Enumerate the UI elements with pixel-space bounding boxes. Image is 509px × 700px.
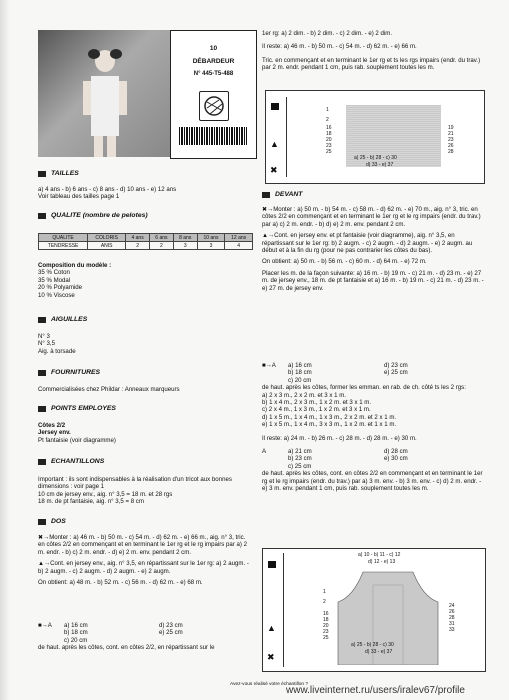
section-dos — [38, 518, 66, 525]
cross-icon: ✖ — [270, 165, 278, 175]
list-item: Pt fantaisie (voir diagramme) — [38, 436, 116, 444]
measure-number: 28 — [448, 149, 454, 155]
measure-item: b) 18 cm — [64, 629, 88, 637]
measure-number: 28 — [449, 615, 455, 621]
composition-item: 35 % Modal — [38, 276, 71, 284]
section-title: AIGUILLES — [51, 316, 88, 323]
measure-number: 18 — [326, 131, 332, 137]
pattern-number: 10 — [209, 45, 218, 52]
table-header-cell: QUALITE — [39, 234, 88, 242]
diagram-mark: 1 — [326, 107, 329, 113]
list-item: Aig. à torsade — [38, 347, 76, 355]
triangle-icon: ▲ — [270, 139, 279, 149]
measure-item: e) 30 cm — [384, 455, 408, 463]
devant-left-measures — [323, 611, 329, 641]
devant-bottom-measure: a) 25 - b) 28 - c) 30 — [351, 642, 394, 648]
measure-item: d) 28 cm — [384, 448, 408, 456]
list-item: N° 3,5 — [38, 340, 56, 348]
measure-number: 16 — [323, 611, 329, 617]
section-title: DOS — [51, 518, 66, 525]
list-item: e) 1 x 5 m., 1 x 4 m., 3 x 3 m., 1 x 2 m. et 1 x 1 m. — [262, 421, 397, 429]
measure-item: a) 21 cm — [288, 448, 312, 456]
tailles-note: Voir tableau des tailles page 1 — [38, 193, 120, 201]
dos-left-measures — [326, 125, 332, 155]
bullet-square-icon — [38, 370, 46, 376]
list-item: Jersey env. — [38, 429, 71, 437]
devant-paragraph: ▲→Cont. en jersey env. et pt fantaisie (voir diagramme), aig. n° 3,5, en répartissant sur le 1er rg: b) 2 augm. - c) 2 augm. - d) 2 augm. - e) 2 augm. au début et à la fin du rg (pour ne pas contrarier les côtes du bas). — [262, 232, 473, 255]
devant-paragraph: Il reste: a) 24 m. - b) 26 m. - c) 28 m. - d) 28 m. - e) 30 m. — [262, 434, 417, 442]
measure-number: 20 — [326, 137, 332, 143]
dos-paragraph: de haut. après les côtes, cont. en côtes 2/2, en répartissant sur le — [38, 644, 215, 652]
table-cell: TENDRESSE — [39, 242, 88, 250]
model-photo — [38, 30, 170, 157]
page-shadow — [0, 0, 10, 700]
pattern-info-box — [170, 30, 257, 159]
tailles-sizes: a) 4 ans - b) 6 ans - c) 8 ans - d) 10 ans - e) 12 ans — [38, 186, 177, 193]
fournitures-text: Commercialisées chez Phildar : Anneaux marqueurs — [38, 386, 180, 393]
diagram-mark: 2 — [326, 117, 329, 123]
paragraph: Tric. en commençant et en terminant le 1er rg et ts les rgs impairs (endr. du trav.) par 2 m. endr. pendant 1 cm, puis rab. souplement toutes les m. — [262, 56, 481, 72]
composition-title: Composition du modèle : — [38, 262, 112, 269]
composition-item: 20 % Polyamide — [38, 284, 83, 292]
echantillons-text — [38, 476, 253, 506]
aiguilles-list — [38, 333, 253, 355]
right-top-text — [262, 30, 484, 72]
devant-text — [262, 206, 484, 292]
table-cell: 3 — [173, 242, 197, 250]
list-item: d) 1 x 5 m., 1 x 4 m., 1 x 3 m., 2 x 2 m. et 2 x 1 m. — [262, 413, 397, 421]
stitch-square-icon — [271, 103, 279, 110]
section-title: POINTS EMPLOYES — [51, 405, 116, 412]
triangle-icon: ▲ — [267, 623, 276, 633]
table-header-cell: 4 ans — [126, 234, 150, 242]
tailles-text — [38, 186, 253, 201]
section-title: ECHANTILLONS — [51, 458, 105, 465]
measure-item: e) 25 cm — [159, 629, 183, 637]
watermark-url[interactable]: www.liveinternet.ru/users/iralev67/profile — [286, 685, 465, 696]
measure-item: a) 16 cm — [64, 622, 88, 629]
bullet-square-icon — [38, 459, 46, 465]
measure-number: 26 — [448, 143, 454, 149]
bullet-square-icon — [262, 192, 270, 198]
composition-item: 10 % Viscose — [38, 291, 75, 299]
table-row — [39, 242, 253, 250]
section-title: QUALITE (nombre de pelotes) — [51, 212, 148, 219]
devant-diagram — [262, 548, 486, 672]
measure-item: d) 23 cm — [384, 362, 408, 369]
dos-paragraph: On obtient: a) 48 m. - b) 52 m. - c) 56 m. - d) 62 m. - e) 68 m. — [38, 579, 203, 587]
devant-right-measures — [449, 603, 455, 633]
table-header-cell: 6 ans — [150, 234, 174, 242]
section-title: TAILLES — [51, 170, 79, 177]
measure-item: d) 23 cm — [159, 622, 183, 629]
devant-paragraph: ✖→Monter : a) 50 m. - b) 54 m. - c) 58 m. - d) 62 m. - e) 70 m., aig. n° 3, tric. en côtes 2/2 en commençant et en terminant le 1er rg et le rg impairs (endr. du trav.) par a) c) 2 m. endr. - b) d) e) 2 m. env. pendant 2 cm. — [262, 206, 481, 228]
marker-label: ■→A — [262, 362, 276, 369]
quality-table — [38, 233, 253, 250]
measure-number: 21 — [448, 131, 454, 137]
measure-number: 23 — [326, 143, 332, 149]
marker-label: ■→A — [38, 622, 52, 629]
measure-number: 31 — [449, 621, 455, 627]
echantillons-fantaisie: 18 m. de pt fantaisie, aig. n° 3,5 = 8 cm — [38, 498, 144, 506]
section-title: FOURNITURES — [51, 369, 101, 376]
diagram-mark: 1 — [323, 589, 326, 595]
dos-right-measures — [448, 125, 454, 155]
measure-number: 20 — [323, 623, 329, 629]
devant-top-measure: a) 10 - b) 11 - c) 12 — [358, 552, 401, 558]
bullet-square-icon — [38, 519, 46, 525]
measure-item: a) 16 cm — [288, 362, 312, 369]
dos-measures — [38, 622, 253, 652]
diagram-legend-column — [263, 553, 284, 667]
page-footer: Avez-vous réalisé votre échantillon ? — [230, 682, 309, 687]
dos-diagram — [265, 90, 485, 184]
bullet-square-icon — [38, 213, 46, 219]
devant-top-measure: d) 12 - e) 13 — [368, 559, 396, 565]
table-cell: 2 — [126, 242, 150, 250]
measure-item: e) 25 cm — [384, 369, 408, 377]
measure-number: 16 — [326, 125, 332, 131]
table-cell: ANIS — [88, 242, 126, 250]
list-item: N° 3 — [38, 333, 50, 340]
measure-number: 24 — [449, 603, 455, 609]
cross-icon: ✖ — [267, 652, 275, 662]
measure-number: 23 — [323, 629, 329, 635]
marker-label: A — [262, 448, 267, 456]
points-list — [38, 422, 253, 444]
measure-number: 25 — [323, 635, 329, 641]
devant-paragraph: Placer les m. de la façon suivante: a) 16 m. - b) 19 m. - c) 21 m. - d) 23 m. - e) 27 m. de jersey env., 18 m. de pt fantaisie et a) 16 m. - b) 19 m. - c) 21 m. - d) 23 m. - e) 27 m. de jersey env. — [262, 269, 484, 292]
section-echantillons — [38, 458, 104, 465]
section-qualite — [38, 212, 148, 219]
girl-figure-image — [78, 48, 133, 157]
measure-number: 26 — [449, 609, 455, 615]
dos-paragraph: ▲→Cont. en jersey env., aig. n° 3,5, en répartissant sur le 1er rg: a) 2 augm. - b) 2 augm. - c) 2 augm. - d) 2 augm. - e) 2 augm. — [38, 560, 249, 575]
section-devant — [262, 191, 302, 198]
dos-bottom-measure: a) 25 - b) 28 - c) 30 — [354, 155, 397, 161]
devant-paragraph: de haut. après les côtes, former les emman. en rab. de ch. côté ts les 2 rgs: — [262, 384, 466, 392]
section-tailles — [38, 170, 79, 177]
list-item: Côtes 2/2 — [38, 422, 66, 429]
table-header-cell: 12 ans — [225, 234, 253, 242]
measure-number: 18 — [323, 617, 329, 623]
measure-item: c) 25 cm — [288, 462, 312, 470]
table-header-cell: COLORIS — [88, 234, 126, 242]
paragraph: 1er rg: a) 2 dim. - b) 2 dim. - c) 2 dim. - e) 2 dim. — [262, 30, 393, 37]
table-header-cell: 10 ans — [197, 234, 225, 242]
stitch-square-icon — [268, 561, 276, 568]
section-fournitures — [38, 369, 100, 376]
list-item: c) 2 x 4 m., 1 x 3 m., 1 x 2 m. et 3 x 1 m. — [262, 406, 371, 414]
measure-item: b) 18 cm — [288, 369, 312, 377]
paragraph: Il reste: a) 46 m. - b) 50 m. - c) 54 m. - d) 62 m. - e) 66 m. — [262, 43, 417, 51]
composition-item: 35 % Coton — [38, 269, 70, 277]
table-cell: 2 — [150, 242, 174, 250]
echantillons-jersey: 10 cm de jersey env., aig. n° 3,5 = 18 m. et 28 rgs — [38, 490, 173, 498]
devant-measures — [262, 362, 484, 493]
bullet-square-icon — [38, 406, 46, 412]
yarn-icon — [199, 91, 229, 121]
diagram-mark: 2 — [323, 599, 326, 605]
section-points — [38, 405, 116, 412]
measure-item: c) 20 cm — [288, 376, 312, 384]
table-header-row — [39, 234, 253, 242]
list-item: b) 1 x 4 m., 2 x 3 m., 1 x 2 m. et 3 x 1 m. — [262, 399, 372, 407]
measure-item: b) 23 cm — [288, 455, 312, 463]
devant-paragraph: On obtient: a) 50 m. - b) 56 m. - c) 60 m. - d) 64 m. - e) 72 m. — [262, 258, 427, 266]
devant-bottom-measure: d) 33 - e) 37 — [365, 649, 393, 655]
dos-bottom-measure: d) 33 - e) 37 — [366, 162, 394, 168]
table-cell: 4 — [225, 242, 253, 250]
measure-number: 33 — [449, 627, 455, 633]
measure-number: 23 — [448, 137, 454, 143]
bullet-square-icon — [38, 317, 46, 323]
table-cell: 3 — [197, 242, 225, 250]
dos-paragraph: ✖→Monter : a) 46 m. - b) 50 m. - c) 54 m. - d) 62 m. - e) 66 m., aig. n° 3, tric. en côtes 2/2 en commençant et en terminant le 1er rg et le rg impairs par a) 2 m. endr. - b) c) 2 m. endr. - d) e) 2 m. env. pendant 2 cm. — [38, 534, 247, 556]
pattern-title: DÉBARDEUR — [192, 58, 235, 65]
measure-number: 25 — [326, 149, 332, 155]
devant-paragraph: de haut. après les côtes, cont. en côtes 2/2 en commençant et en terminant le 1er rg et le rg impairs (endr. du trav.) par a) 3 m. env. - b) 3 m. env. - c) d) 2 m. endr. - e) 3 m. env. pendant 1 cm, puis rab. souplement toutes les m. — [262, 470, 483, 493]
echantillons-important: Important : ils sont indispensables à la réalisation d'un tricot aux bonnes dimensions : voir page 1 — [38, 476, 232, 491]
dos-text — [38, 534, 253, 586]
barcode-image — [179, 127, 247, 145]
diagram-legend-column — [266, 97, 287, 177]
measure-number: 19 — [448, 125, 454, 131]
section-title: DEVANT — [275, 191, 303, 198]
pattern-reference: N° 445-T5-488 — [193, 71, 234, 77]
measure-item: c) 20 cm — [64, 636, 88, 644]
composition-block — [38, 262, 253, 299]
section-aiguilles — [38, 316, 87, 323]
table-header-cell: 8 ans — [173, 234, 197, 242]
list-item: a) 2 x 3 m., 2 x 2 m. et 3 x 1 m. — [262, 391, 346, 399]
bullet-square-icon — [38, 171, 46, 177]
